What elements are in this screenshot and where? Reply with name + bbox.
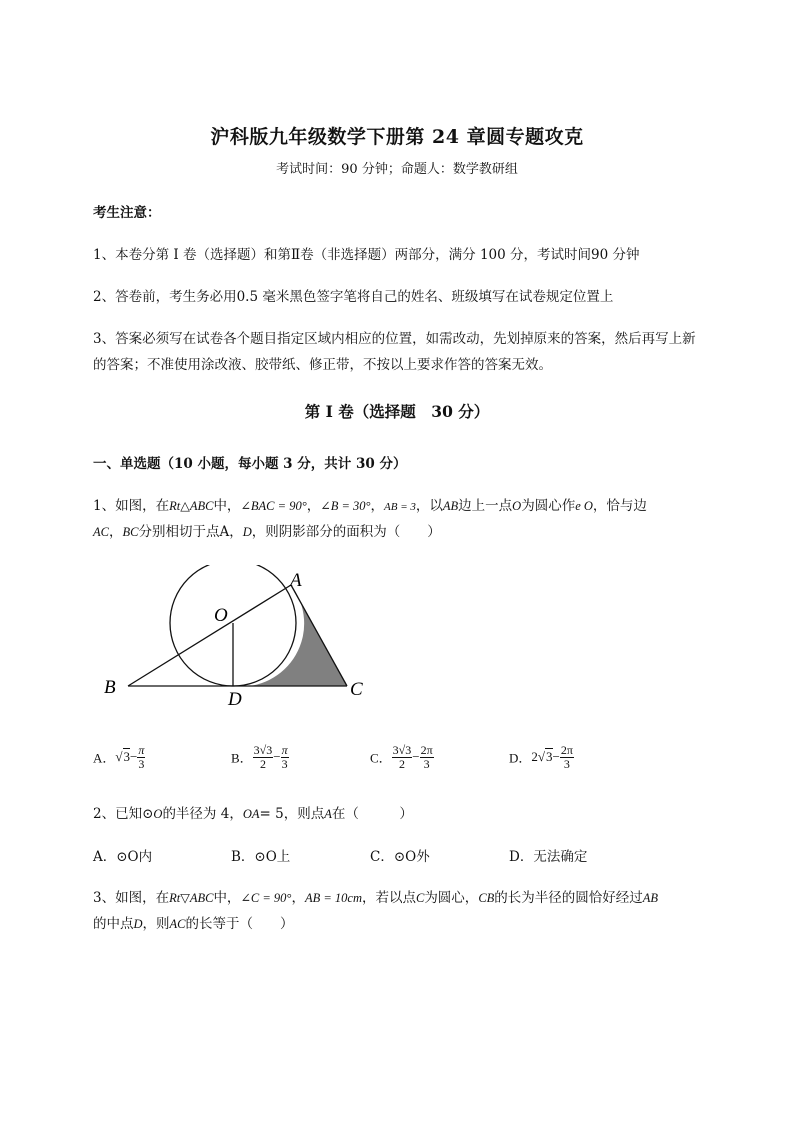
label-o: O <box>214 605 228 626</box>
part-title: 一、单选题（10 小题，每小题 3 分，共计 30 分） <box>93 456 407 472</box>
segment-ab <box>128 585 291 686</box>
q2-option-a[interactable]: A．⊙O内 <box>93 849 153 865</box>
q2-option-b[interactable]: B．⊙O上 <box>231 849 291 865</box>
q3-stem-line2: 的中点D，则AC的长等于（ ） <box>93 916 294 932</box>
q2-option-c[interactable]: C．⊙O外 <box>370 849 430 865</box>
label-c: C <box>350 679 363 700</box>
q2-stem: 2、已知⊙O的半径为 4，OA= 5，则点A在（ ） <box>93 806 413 822</box>
exam-info: 考试时间：90 分钟；命题人：数学教研组 <box>276 162 518 177</box>
q1-figure <box>100 565 380 715</box>
q1-option-c[interactable]: C． $\frac{3√3}{2}$ − $\frac{2\pi}{3}$ <box>370 743 433 771</box>
q1-option-a[interactable]: A．√3− $\frac{\pi}{3}$ <box>93 743 145 771</box>
q3-stem-line1: 3、如图，在Rt▽ABC中，∠C = 90°，AB = 10cm，若以点C为圆心，CB的长为半径的圆恰好经过AB <box>93 890 659 906</box>
shaded-region <box>233 585 347 687</box>
notice-item-2: 2、答卷前，考生务必用0.5 毫米黑色签字笔将自己的姓名、班级填写在试卷规定位置上 <box>93 289 614 305</box>
section-title: 第 I 卷（选择题 30 分） <box>304 402 490 421</box>
q1-stem-line1: 1、如图，在Rt△ABC中，∠BAC = 90°，∠B = 30°，AB = 3，以AB边上一点O为圆心作e O，恰与边 <box>93 498 647 514</box>
q1-option-d[interactable]: D．2√3− $\frac{2\pi}{3}$ <box>509 743 573 771</box>
label-d: D <box>228 689 242 710</box>
q2-option-d[interactable]: D．无法确定 <box>509 849 588 865</box>
q1-stem-line2: AC，BC分别相切于点A，D，则阴影部分的面积为（ ） <box>93 524 441 540</box>
notice-heading: 考生注意： <box>93 205 161 221</box>
page-title: 沪科版九年级数学下册第 24 章圆专题攻克 <box>210 126 584 148</box>
notice-item-1: 1、本卷分第 I 卷（选择题）和第Ⅱ卷（非选择题）两部分，满分 100 分，考试时间90 分钟 <box>93 247 640 263</box>
notice-item-3: 3、答案必须写在试卷各个题目指定区域内相应的位置，如需改动，先划掉原来的答案，然后再写上新 <box>93 331 696 347</box>
notice-item-3-cont: 的答案；不准使用涂改液、胶带纸、修正带，不按以上要求作答的答案无效。 <box>93 357 552 373</box>
label-b: B <box>104 677 116 698</box>
q1-option-b[interactable]: B． $\frac{3√3}{2}$ − $\frac{\pi}{3}$ <box>231 743 288 771</box>
label-a: A <box>290 570 302 591</box>
